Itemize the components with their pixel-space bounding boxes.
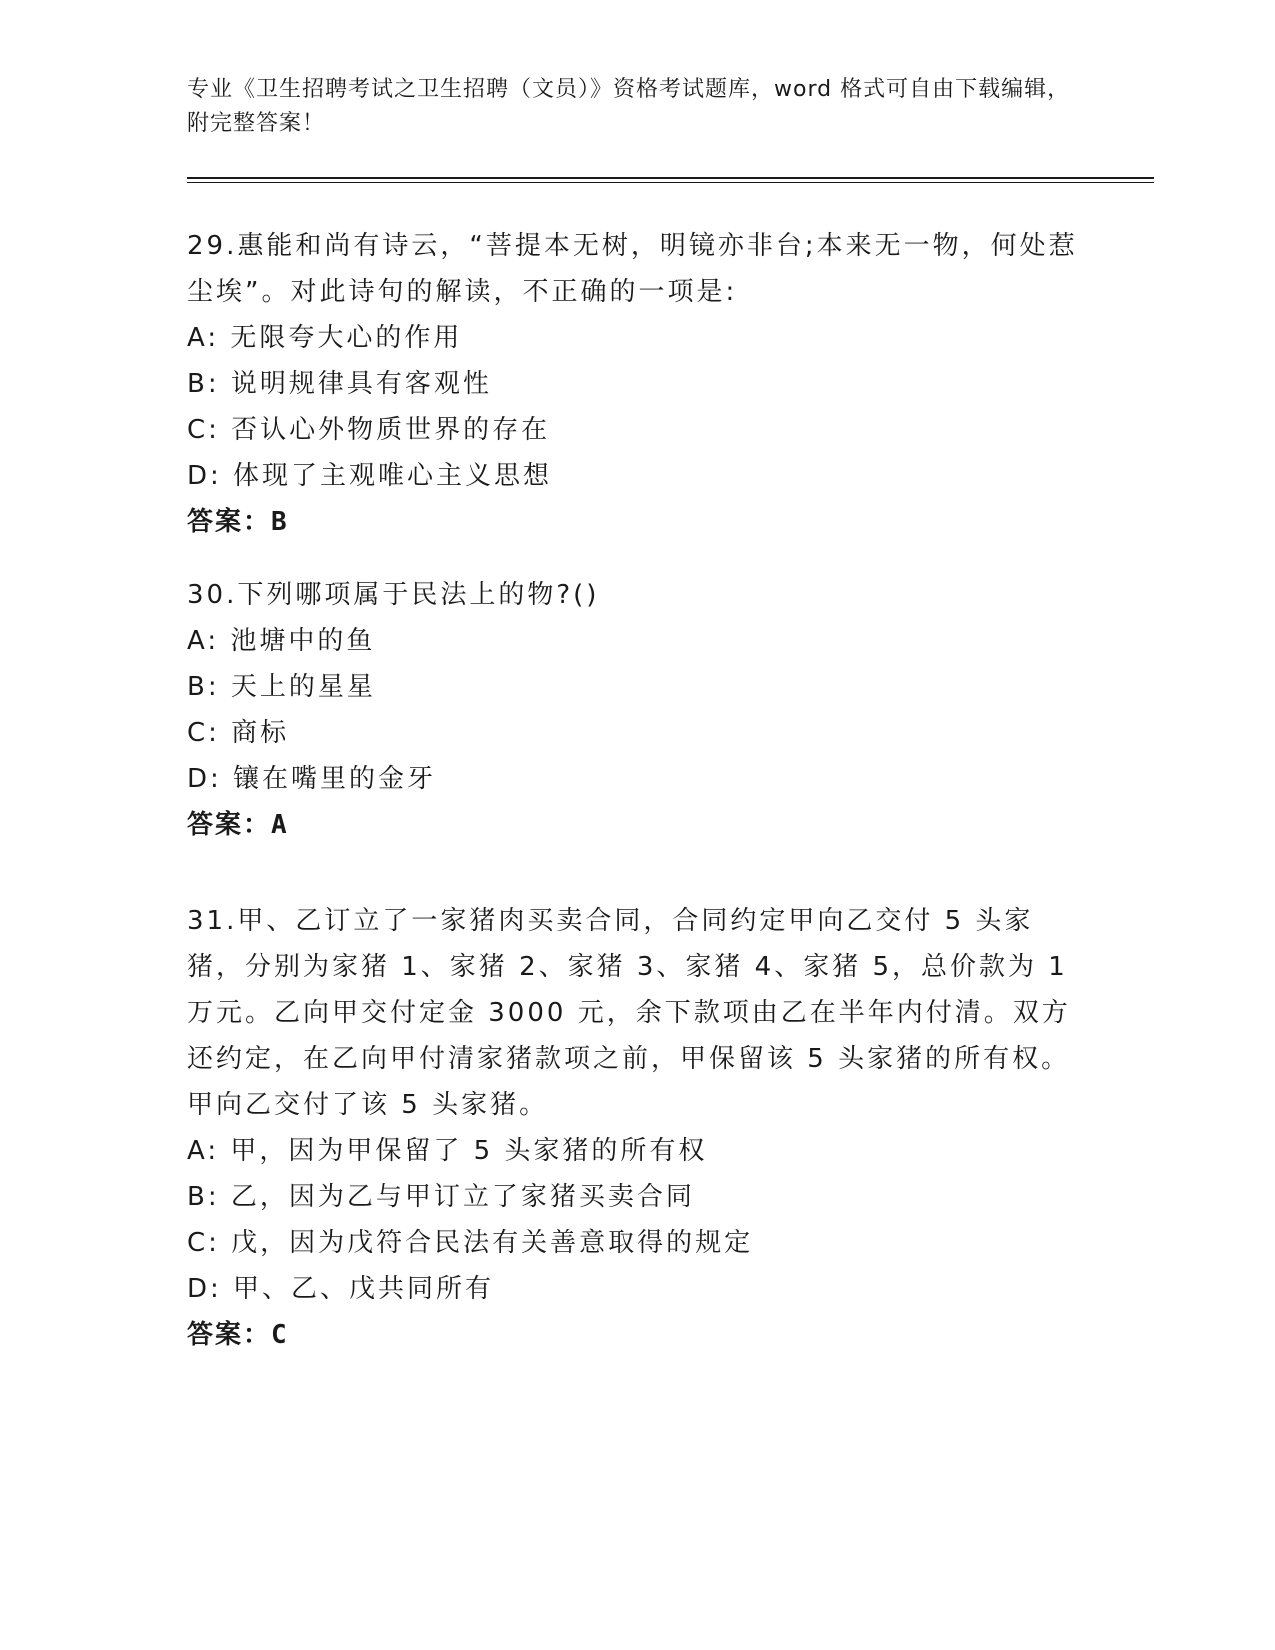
- answer-value: B: [271, 507, 289, 537]
- answer-line: [187, 499, 1087, 545]
- answer-value: A: [271, 810, 289, 840]
- question-30: [187, 572, 1087, 848]
- option-c: C: 戊，因为戊符合民法有关善意取得的规定: [187, 1228, 754, 1258]
- answer-label: 答案：: [187, 507, 272, 537]
- question-29: [187, 223, 1087, 545]
- question-stem: 29.惠能和尚有诗云，“菩提本无树，明镜亦非台;本来无一物，何处惹尘埃”。对此诗句的解读，不正确的一项是:: [187, 231, 1078, 307]
- option-b: B: 说明规律具有客观性: [187, 369, 492, 399]
- option-d: D: 甲、乙、戊共同所有: [187, 1274, 495, 1304]
- option-a: A: 甲，因为甲保留了 5 头家猪的所有权: [187, 1136, 708, 1166]
- option-c: C: 商标: [187, 718, 290, 748]
- answer-value: C: [271, 1320, 289, 1350]
- option-a: A: 池塘中的鱼: [187, 626, 376, 656]
- answer-label: 答案：: [187, 1320, 272, 1350]
- option-d: D: 体现了主观唯心主义思想: [187, 461, 553, 491]
- document-header: [187, 73, 1087, 141]
- header-divider-thin: [187, 182, 1154, 183]
- header-intro-text: 专业《卫生招聘考试之卫生招聘（文员）》资格考试题库，word 格式可自由下载编辑，附完整答案！: [187, 77, 1071, 136]
- option-b: B: 乙，因为乙与甲订立了家猪买卖合同: [187, 1182, 695, 1212]
- option-b: B: 天上的星星: [187, 672, 376, 702]
- header-divider-thick: [187, 177, 1154, 179]
- option-d: D: 镶在嘴里的金牙: [187, 764, 437, 794]
- answer-line: [187, 1312, 1087, 1358]
- option-c: C: 否认心外物质世界的存在: [187, 415, 551, 445]
- question-31: [187, 898, 1087, 1358]
- option-a: A: 无限夸大心的作用: [187, 323, 463, 353]
- answer-label: 答案：: [187, 810, 272, 840]
- question-stem: 31.甲、乙订立了一家猪肉买卖合同，合同约定甲向乙交付 5 头家猪，分别为家猪 1、家猪 2、家猪 3、家猪 4、家猪 5，总价款为 1 万元。乙向甲交付定金 3000 元，余下款项由乙在半年内付清。双方还约定，在乙向甲付清家猪款项之前，甲保留该 5 头家猪的所有权。甲向乙交付了该 5 头家猪。: [187, 906, 1071, 1120]
- question-stem: 30.下列哪项属于民法上的物?(): [187, 580, 600, 610]
- answer-line: [187, 802, 1087, 848]
